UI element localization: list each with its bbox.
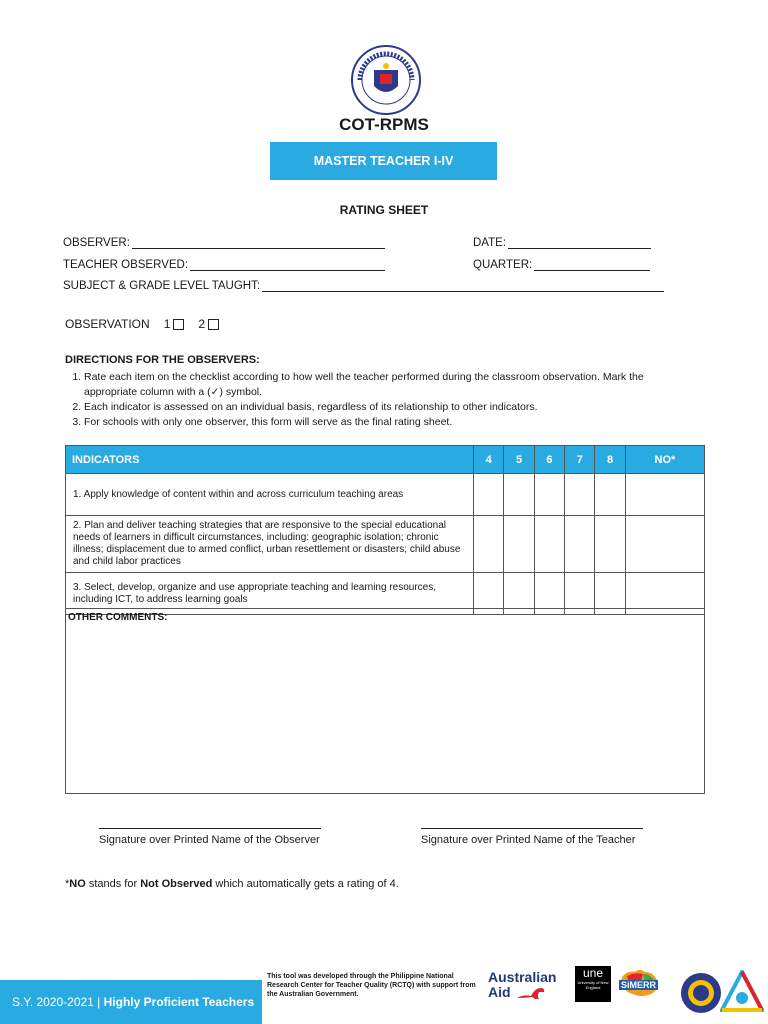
- rctq-seal-icon: [680, 972, 722, 1014]
- rating-cell-8[interactable]: [595, 516, 625, 573]
- date-line: [508, 236, 651, 249]
- une-logo: [575, 966, 611, 1002]
- direction-item: 1. Rate each item on the checklist according to how well the teacher performed during the classroom observation. Mark the appropriate column with a (✓) symbol.: [84, 370, 685, 400]
- teacher-observed-field[interactable]: [63, 258, 385, 271]
- subject-grade-line: [262, 279, 664, 292]
- footnote-no: NO: [69, 878, 86, 890]
- rating-cell-4[interactable]: [474, 474, 504, 516]
- header-6: 6: [534, 446, 564, 474]
- teacher-level-text: Highly Proficient Teachers: [103, 995, 255, 1009]
- subject-grade-label: SUBJECT & GRADE LEVEL TAUGHT:: [63, 280, 261, 292]
- triangle-logo-icon: [720, 970, 764, 1014]
- observer-field[interactable]: [63, 236, 385, 249]
- observer-signature-line: [99, 828, 321, 829]
- observation-row: [65, 317, 233, 331]
- header-7: 7: [565, 446, 595, 474]
- observation-2-checkbox[interactable]: [208, 319, 219, 330]
- indicator-cell: [66, 516, 474, 573]
- indicator-text: 2. Plan and deliver teaching strategies that are responsive to the special educational needs of learners in difficult circumstances, including: geographic isolation; chronic illness; displacement due to armed conflict, urban resettlement or disasters; child abuse and child labor practices: [73, 520, 461, 567]
- teacher-signature-line: [421, 828, 643, 829]
- header-indicators: INDICATORS: [66, 446, 474, 474]
- observer-line: [132, 236, 385, 249]
- indicator-text: 1. Apply knowledge of content within and across curriculum teaching areas: [73, 488, 404, 500]
- footnote-asterisk: *: [65, 878, 70, 890]
- direction-item: 3. For schools with only one observer, this form will serve as the final rating sheet.: [84, 415, 685, 430]
- teacher-observed-line: [190, 258, 385, 271]
- date-field[interactable]: [473, 236, 651, 249]
- indicator-text: 3. Select, develop, organize and use appropriate teaching and learning resources, including ICT, to address learning goals: [73, 581, 437, 605]
- australian-aid-logo: [488, 970, 566, 1000]
- other-comments-label: OTHER COMMENTS:: [68, 612, 168, 623]
- observer-label: OBSERVER:: [63, 237, 130, 249]
- footnote-mid: stands for: [85, 878, 141, 890]
- indicators-table: [65, 445, 705, 615]
- rating-cell-6[interactable]: [534, 474, 564, 516]
- table-header-row: [66, 446, 705, 474]
- rating-cell-7[interactable]: [565, 474, 595, 516]
- quarter-field[interactable]: [473, 258, 650, 271]
- australian-aid-line1: Australian: [488, 969, 557, 985]
- rating-cell-4[interactable]: [474, 516, 504, 573]
- header-4: 4: [474, 446, 504, 474]
- school-year-text: S.Y. 2020-2021 |: [12, 995, 104, 1009]
- credit-text: This tool was developed through the Philippine National Research Center for Teacher Quality (RCTQ) with support from the Australian Government.: [267, 973, 476, 998]
- une-logo-subtext: University of New England: [577, 980, 609, 990]
- role-banner: MASTER TEACHER I-IV: [270, 142, 497, 180]
- une-logo-text: une: [582, 966, 604, 980]
- observation-label: OBSERVATION: [65, 317, 150, 331]
- page-title: COT-RPMS: [339, 115, 429, 134]
- quarter-line: [534, 258, 650, 271]
- teacher-signature-label: Signature over Printed Name of the Teacher: [421, 834, 636, 846]
- rating-cell-5[interactable]: [504, 474, 534, 516]
- footnote-suffix: which automatically gets a rating of 4.: [212, 878, 399, 890]
- rating-cell-6[interactable]: [534, 516, 564, 573]
- subject-grade-field[interactable]: [63, 279, 664, 292]
- deped-seal-icon: [350, 44, 422, 116]
- footnote-not-observed: Not Observed: [140, 878, 213, 890]
- date-label: DATE:: [473, 237, 507, 249]
- simerr-logo-text: SiMERR: [621, 980, 657, 990]
- observation-1-checkbox[interactable]: [173, 319, 184, 330]
- table-row: [66, 516, 705, 573]
- rating-cell-5[interactable]: [504, 516, 534, 573]
- directions-heading: DIRECTIONS FOR THE OBSERVERS:: [65, 354, 260, 366]
- footnote: [65, 878, 399, 890]
- header-5: 5: [504, 446, 534, 474]
- table-row: [66, 474, 705, 516]
- rating-cell-8[interactable]: [595, 474, 625, 516]
- sheet-title: RATING SHEET: [339, 203, 429, 217]
- observation-option-1-label: 1: [163, 317, 171, 331]
- header-8: 8: [595, 446, 625, 474]
- school-year-bar: [0, 980, 262, 1024]
- indicator-cell: [66, 474, 474, 516]
- rating-cell-no[interactable]: [625, 516, 704, 573]
- other-comments-box[interactable]: [65, 608, 705, 794]
- direction-item: 2. Each indicator is assessed on an individual basis, regardless of its relationship to other indicators.: [84, 400, 685, 415]
- simerr-logo: [617, 966, 661, 1000]
- directions-list: [65, 370, 685, 430]
- observation-option-2-label: 2: [198, 317, 206, 331]
- teacher-observed-label: TEACHER OBSERVED:: [63, 259, 189, 271]
- rating-cell-no[interactable]: [625, 474, 704, 516]
- teacher-signature[interactable]: [421, 828, 643, 846]
- kangaroo-icon: [515, 984, 547, 1000]
- header-no: NO*: [625, 446, 704, 474]
- australian-aid-line2: Aid: [488, 983, 511, 1000]
- observer-signature[interactable]: [99, 828, 321, 846]
- rating-cell-7[interactable]: [565, 516, 595, 573]
- quarter-label: QUARTER:: [473, 259, 533, 271]
- observer-signature-label: Signature over Printed Name of the Observer: [99, 834, 320, 846]
